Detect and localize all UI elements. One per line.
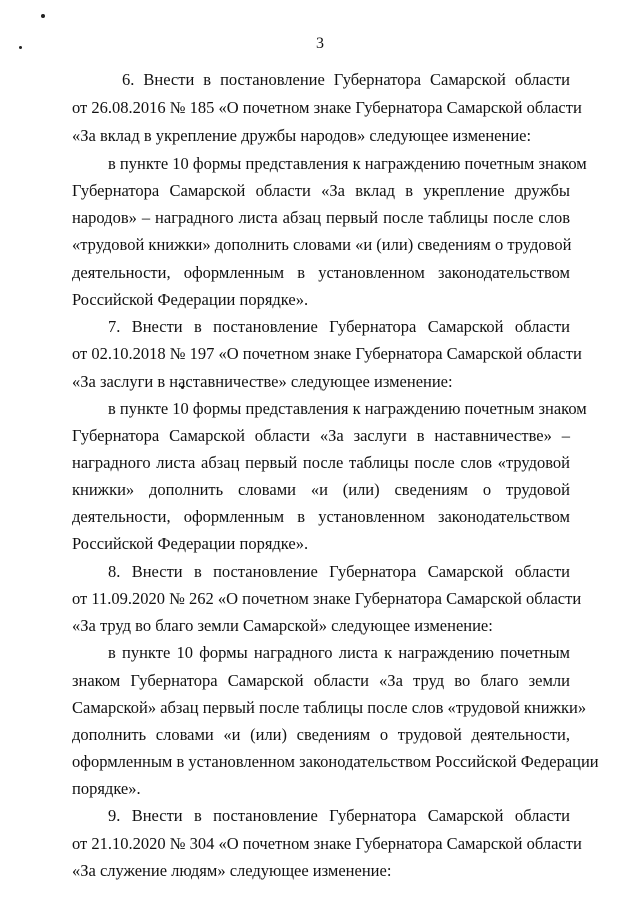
text-line: «трудовой книжки» дополнить словами «и (или) сведениям о трудовой bbox=[72, 235, 572, 254]
text-line: Губернатора Самарской области «За вклад в укрепление дружбы bbox=[72, 181, 570, 200]
text-line: порядке». bbox=[72, 779, 141, 798]
text-line: от 26.08.2016 № 185 «О почетном знаке Губернатора Самарской области bbox=[72, 98, 582, 117]
text-line: в пункте 10 формы представления к награждению почетным знаком bbox=[108, 154, 587, 173]
text-line: книжки» дополнить словами «и (или) сведениям о трудовой bbox=[72, 480, 570, 499]
text-line: от 11.09.2020 № 262 «О почетном знаке Губернатора Самарской области bbox=[72, 589, 582, 608]
text-line: Губернатора Самарской области «За заслуги в наставничестве» – bbox=[72, 426, 570, 445]
text-line: деятельности, оформленным в установленном законодательством bbox=[72, 263, 570, 282]
page-number: 3 bbox=[316, 35, 324, 52]
scan-speck bbox=[41, 14, 45, 18]
text-line: дополнить словами «и (или) сведениям о трудовой деятельности, bbox=[72, 725, 570, 744]
text-line: Самарской» абзац первый после таблицы после слов «трудовой книжки» bbox=[72, 698, 587, 717]
paragraph-6-heading: 6. Внести в постановление Губернатора Самарской области bbox=[122, 70, 570, 89]
text-line: деятельности, оформленным в установленном законодательством bbox=[72, 507, 570, 526]
text-line: «За служение людям» следующее изменение: bbox=[72, 861, 392, 880]
text-line: наградного листа абзац первый после таблицы после слов «трудовой bbox=[72, 453, 570, 472]
text-line: знаком Губернатора Самарской области «За труд во благо земли bbox=[72, 671, 570, 690]
text-line: от 02.10.2018 № 197 «О почетном знаке Губернатора Самарской области bbox=[72, 344, 582, 363]
paragraph-9-heading: 9. Внести в постановление Губернатора Самарской области bbox=[108, 806, 570, 825]
text-line: в пункте 10 формы представления к награждению почетным знаком bbox=[108, 399, 587, 418]
text-line: Российской Федерации порядке». bbox=[72, 290, 309, 309]
paragraph-7-heading: 7. Внести в постановление Губернатора Самарской области bbox=[108, 317, 570, 336]
text-line: от 21.10.2020 № 304 «О почетном знаке Губернатора Самарской области bbox=[72, 834, 582, 853]
text-line: народов» – наградного листа абзац первый после таблицы после слов bbox=[72, 208, 570, 227]
text-line: в пункте 10 формы наградного листа к награждению почетным bbox=[108, 643, 570, 662]
text-line: Российской Федерации порядке». bbox=[72, 534, 309, 553]
text-line: «За вклад в укрепление дружбы народов» следующее изменение: bbox=[72, 126, 532, 145]
text-line: «За труд во благо земли Самарской» следующее изменение: bbox=[72, 616, 493, 635]
paragraph-8-heading: 8. Внести в постановление Губернатора Самарской области bbox=[108, 562, 570, 581]
text-line: оформленным в установленном законодательством Российской Федерации bbox=[72, 752, 599, 771]
text-line: «За заслуги в наставничестве» следующее изменение: bbox=[72, 372, 453, 391]
